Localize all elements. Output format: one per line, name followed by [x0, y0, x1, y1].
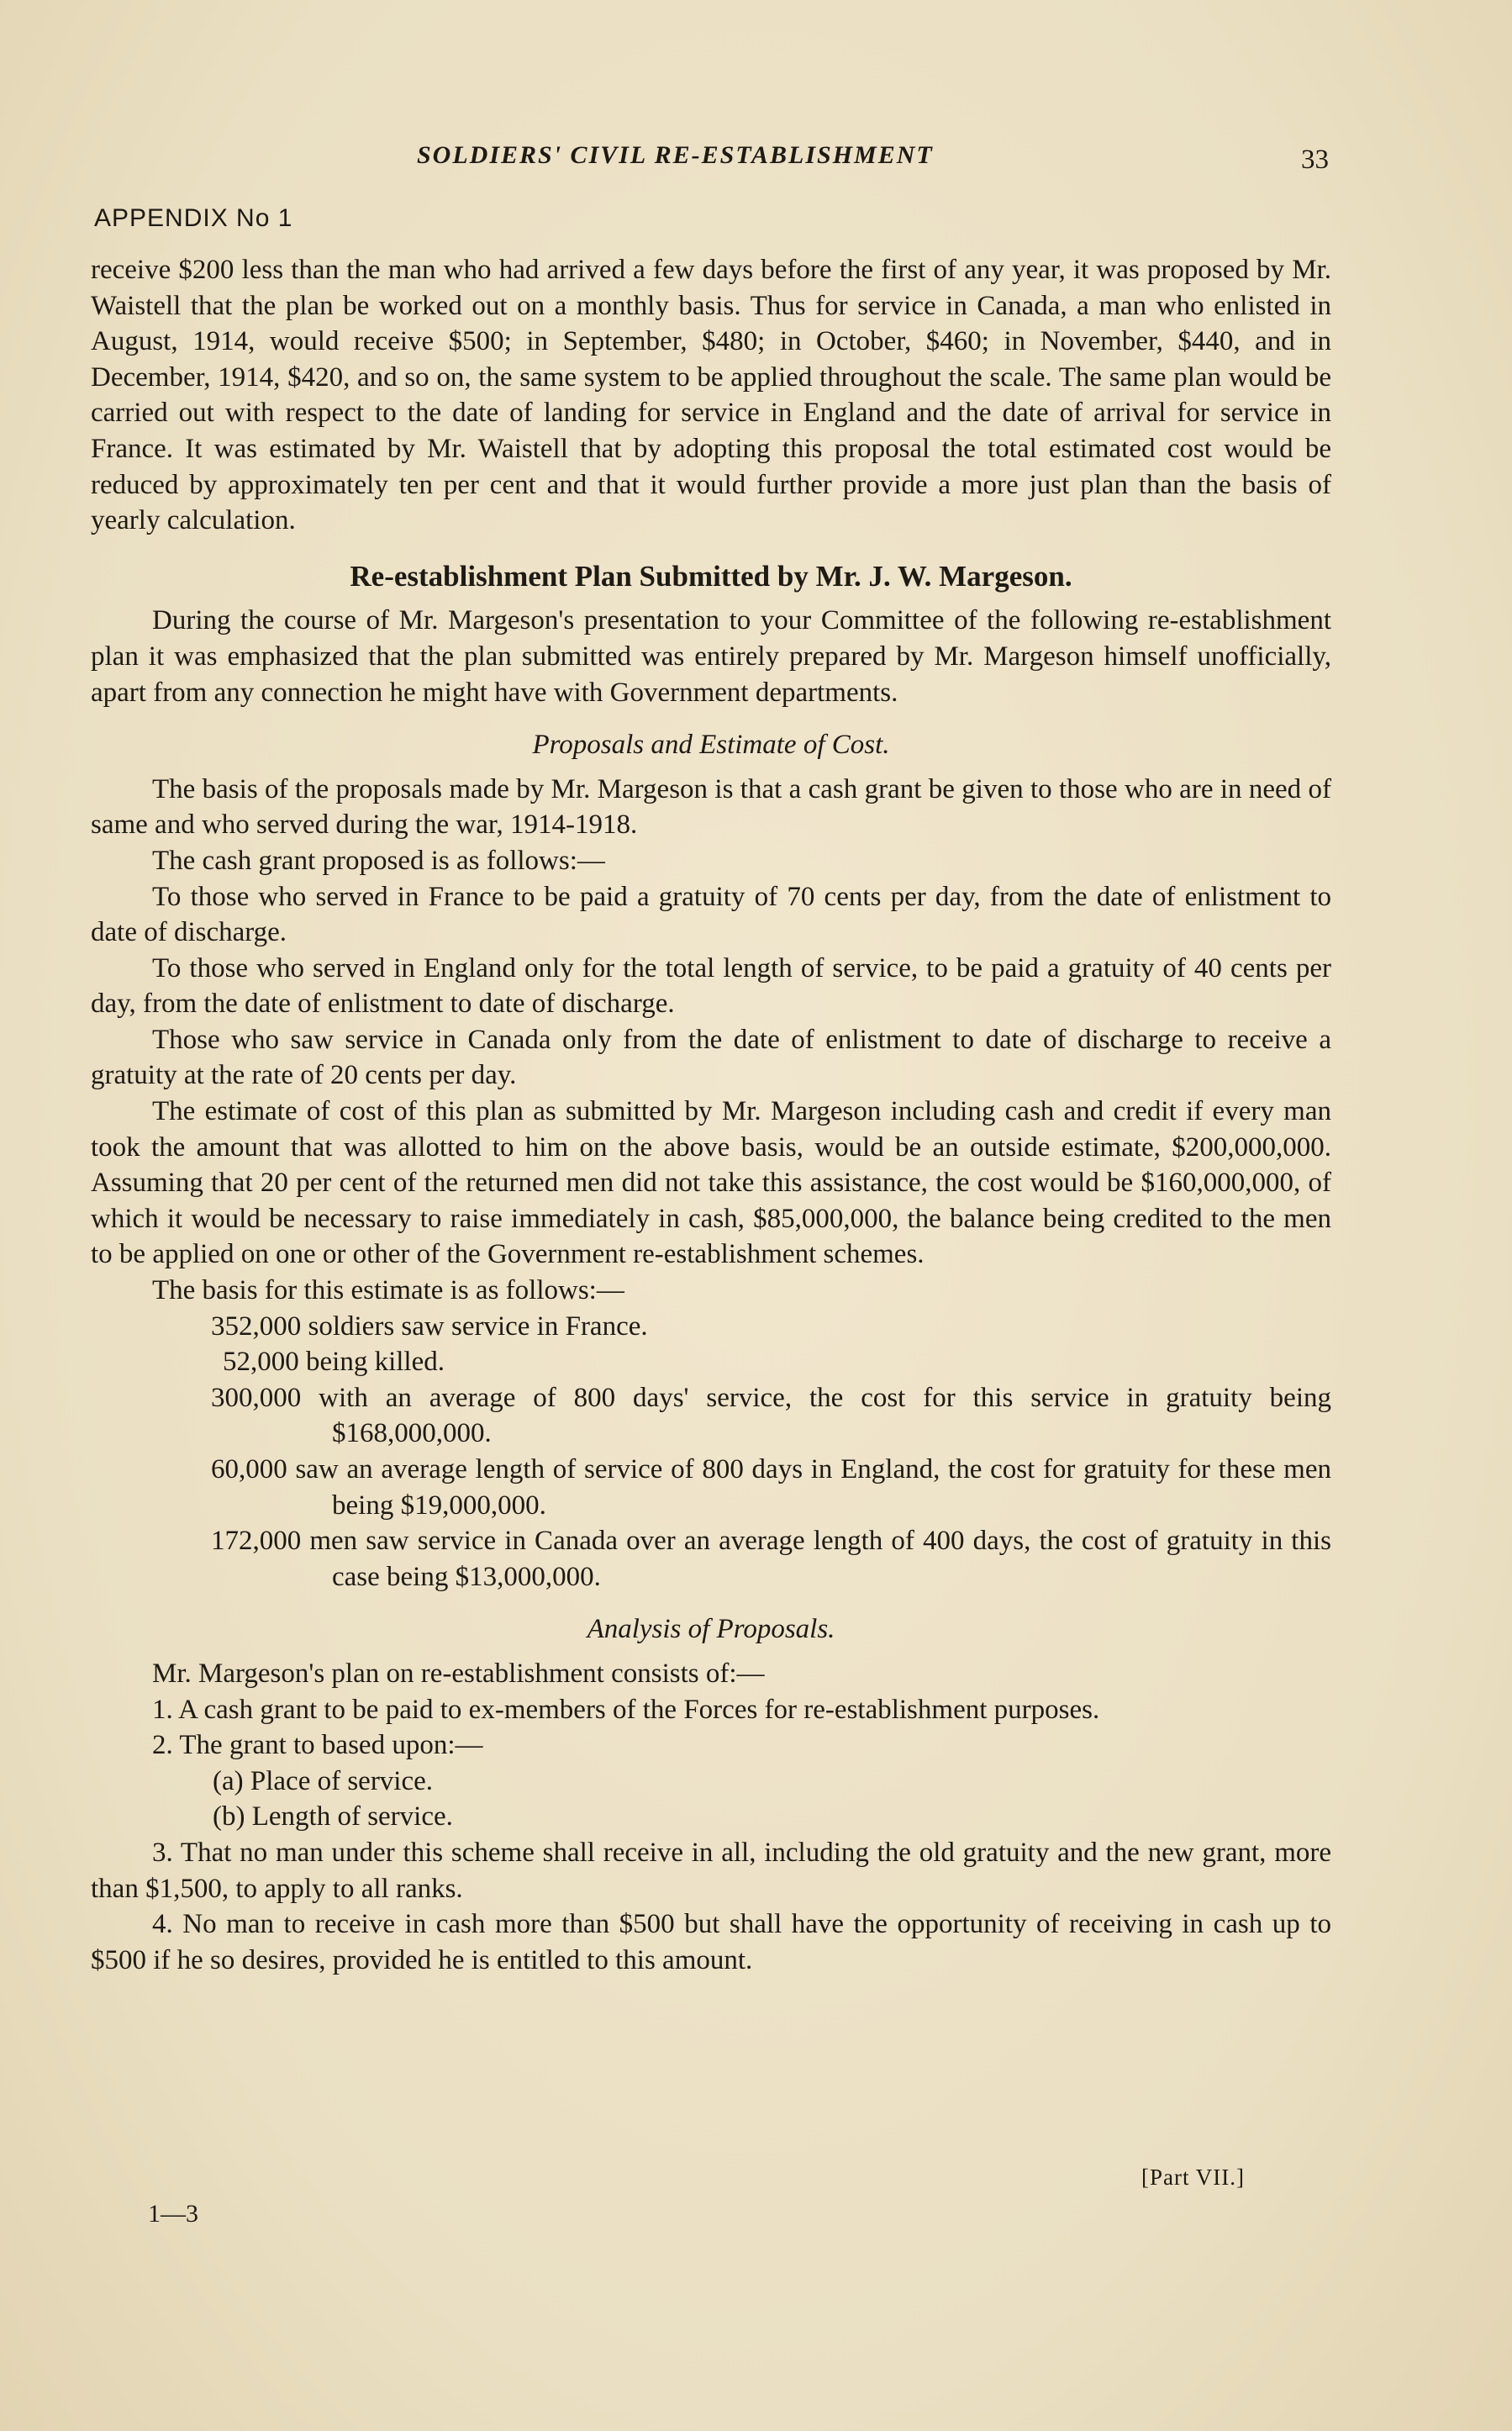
- paragraph-presentation: During the course of Mr. Margeson's presentation to your Committee of the following re-establishment plan it was emphasized that the plan submitted was entirely prepared by Mr. Margeson himself unofficially, apart from any connection he might have with Government departments.: [91, 605, 1331, 708]
- paragraph-plan-consists: Mr. Margeson's plan on re-establishment consists of:—: [152, 1658, 765, 1689]
- running-title: SOLDIERS' CIVIL RE-ESTABLISHMENT: [417, 141, 934, 169]
- list-item-2: 2. The grant to based upon:—: [152, 1730, 483, 1761]
- list-item-2a: (a) Place of service.: [213, 1765, 434, 1796]
- subheading-proposals: Proposals and Estimate of Cost.: [532, 730, 890, 761]
- list-item-1: 1. A cash grant to be paid to ex-members of the Forces for re-establishment purposes.: [152, 1694, 1100, 1725]
- paragraph-estimate: The estimate of cost of this plan as submitted by Mr. Margeson including cash and credit if every man took the amount that was allotted to him on the above basis, would be an outside estimate, $200,000,000. Assuming that 20 per cent of the returned men did not take this assistance, the cost would be $160,000,000, of which it would be necessary to raise immediately in cash, $85,000,000, the balance being credited to the men to be applied on one or other of the Government re-establishment schemes.: [91, 1096, 1331, 1270]
- stat-300000: 300,000 with an average of 800 days' service, the cost for this service in gratuity being $168,000,000.: [211, 1382, 1331, 1449]
- part-reference: [Part VII.]: [1141, 2165, 1245, 2190]
- list-item-3: 3. That no man under this scheme shall receive in all, including the old gratuity and the new grant, more than $1,500, to apply to all ranks.: [91, 1837, 1331, 1904]
- stat-canada: 172,000 men saw service in Canada over an average length of 400 days, the cost of gratuity in this case being $13,000,000.: [211, 1526, 1331, 1592]
- paragraph-estimate-basis: The basis for this estimate is as follows:—: [152, 1275, 624, 1306]
- stat-england: 60,000 saw an average length of service of 800 days in England, the cost for gratuity for these men being $19,000,000.: [211, 1454, 1331, 1521]
- list-item-2b: (b) Length of service.: [213, 1801, 453, 1832]
- paragraph-canada-gratuity: Those who saw service in Canada only from the date of enlistment to date of discharge to receive a gratuity at the rate of 20 cents per day.: [91, 1024, 1331, 1091]
- section-heading-margeson-plan: Re-establishment Plan Submitted by Mr. J. W. Margeson.: [350, 559, 1072, 593]
- body-text: [91, 252, 1331, 1978]
- paragraph-waistell-plan: receive $200 less than the man who had arrived a few days before the first of any year, it was proposed by Mr. Waistell that the plan be worked out on a monthly basis. Thus for service in Canada, a man who enlisted in August, 1914, would receive $500; in September, $480; in October, $460; in November, $440, and in December, 1914, $420, and so on, the same system to be applied throughout the scale. The same plan would be carried out with respect to the date of landing for service in England and the date of arrival for service in France. It was estimated by Mr. Waistell that by adopting this proposal the total estimated cost would be reduced by approximately ten per cent and that it would further provide a more just plan than the basis of yearly calculation.: [91, 255, 1331, 536]
- appendix-label: APPENDIX No 1: [94, 204, 293, 232]
- list-item-4: 4. No man to receive in cash more than $500 but shall have the opportunity of receiving in cash up to $500 if he so desires, provided he is entitled to this amount.: [91, 1909, 1331, 1975]
- stat-killed: 52,000 being killed.: [223, 1347, 445, 1378]
- stat-france: 352,000 soldiers saw service in France.: [211, 1310, 648, 1342]
- paragraph-cash-grant-intro: The cash grant proposed is as follows:—: [152, 845, 605, 876]
- paragraph-england-gratuity: To those who served in England only for the total length of service, to be paid a gratuity of 40 cents per day, from the date of enlistment to date of discharge.: [91, 952, 1331, 1020]
- paragraph-basis: The basis of the proposals made by Mr. Margeson is that a cash grant be given to those who are in need of same and who served during the war, 1914-1918.: [91, 773, 1331, 841]
- page-number: 33: [1301, 145, 1329, 175]
- signature-mark: 1—3: [148, 2200, 198, 2228]
- paragraph-france-gratuity: To those who served in France to be paid a gratuity of 70 cents per day, from the date of enlistment to date of discharge.: [91, 881, 1331, 948]
- subheading-analysis: Analysis of Proposals.: [587, 1614, 835, 1645]
- running-head: [0, 141, 1512, 175]
